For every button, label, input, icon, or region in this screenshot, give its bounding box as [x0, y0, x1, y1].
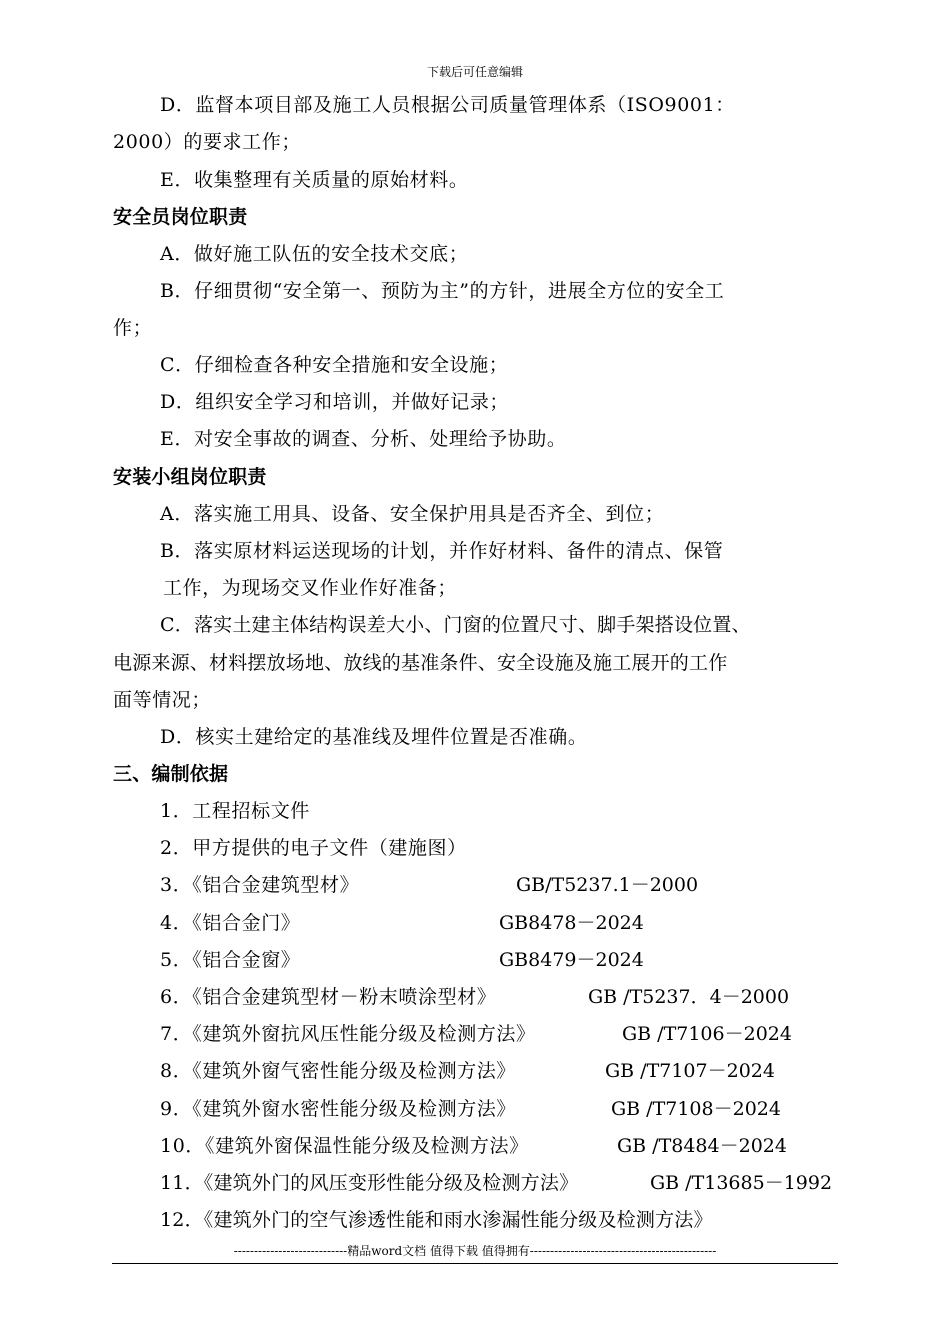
paragraph-line: C．落实土建主体结构误差大小、门窗的位置尺寸、脚手架搭设位置、 [160, 614, 751, 636]
standard-title: 3．《铝合金建筑型材》 [160, 874, 360, 896]
standard-code: GB/T5237.1－2000 [516, 874, 699, 896]
section-heading-install-team: 安装小组岗位职责 [113, 466, 267, 488]
standard-title: 5．《铝合金窗》 [160, 949, 301, 971]
list-item: 1．工程招标文件 [160, 800, 310, 822]
paragraph-line: D．核实土建给定的基准线及埋件位置是否准确。 [160, 726, 588, 748]
standard-code: GB8479－2024 [499, 949, 644, 971]
paragraph-line: A．落实施工用具、设备、安全保护用具是否齐全、到位； [160, 503, 665, 525]
standard-title: 4．《铝合金门》 [160, 912, 301, 934]
standard-title: 12．《建筑外门的空气渗透性能和雨水渗漏性能分级及检测方法》 [160, 1209, 713, 1231]
standard-title: 10．《建筑外窗保温性能分级及检测方法》 [160, 1135, 529, 1157]
standard-code: GB /T13685－1992 [650, 1172, 833, 1194]
standard-title: 9．《建筑外窗水密性能分级及检测方法》 [160, 1098, 516, 1120]
page-footer-note: ----------------------------精品word文档 值得下载 值得拥有---------------------------------------------- [233, 1244, 717, 1258]
paragraph-line: E．对安全事故的调查、分析、处理给予协助。 [160, 428, 567, 450]
standard-code: GB /T7106－2024 [622, 1023, 792, 1045]
paragraph-line: 工作，为现场交叉作业作好准备； [163, 577, 458, 599]
standard-code: GB /T5237．4－2000 [588, 986, 790, 1008]
paragraph-line: C．仔细检查各种安全措施和安全设施； [160, 354, 509, 376]
paragraph-line: A．做好施工队伍的安全技术交底； [160, 243, 469, 265]
standard-code: GB /T8484－2024 [617, 1135, 787, 1157]
standard-title: 11．《建筑外门的风压变形性能分级及检测方法》 [160, 1172, 579, 1194]
paragraph-line: D．组织安全学习和培训，并做好记录； [160, 391, 510, 413]
section-heading-basis: 三、编制依据 [113, 763, 229, 785]
paragraph-line: B．仔细贯彻“安全第一、预防为主”的方针，进展全方位的安全工 [160, 280, 725, 302]
standard-code: GB /T7107－2024 [605, 1060, 775, 1082]
standard-title: 6．《铝合金建筑型材－粉末喷涂型材》 [160, 986, 497, 1008]
paragraph-line: 面等情况； [113, 689, 212, 711]
paragraph-line: 2000）的要求工作； [113, 131, 301, 153]
section-heading-safety-officer: 安全员岗位职责 [113, 206, 248, 228]
paragraph-line: B．落实原材料运送现场的计划，并作好材料、备件的清点、保管 [160, 540, 724, 562]
page-header-note: 下载后可任意编辑 [426, 65, 523, 79]
paragraph-line: D．监督本项目部及施工人员根据公司质量管理体系（ISO9001： [160, 94, 735, 116]
paragraph-line: 作； [113, 317, 153, 339]
standard-title: 7．《建筑外窗抗风压性能分级及检测方法》 [160, 1023, 536, 1045]
standard-code: GB /T7108－2024 [611, 1098, 781, 1120]
paragraph-line: 电源来源、材料摆放场地、放线的基准条件、安全设施及施工展开的工作 [113, 652, 728, 674]
list-item: 2．甲方提供的电子文件（建施图） [160, 837, 467, 859]
footer-divider [112, 1263, 838, 1264]
paragraph-line: E．收集整理有关质量的原始材料。 [160, 169, 469, 191]
standard-code: GB8478－2024 [499, 912, 644, 934]
standard-title: 8．《建筑外窗气密性能分级及检测方法》 [160, 1060, 516, 1082]
